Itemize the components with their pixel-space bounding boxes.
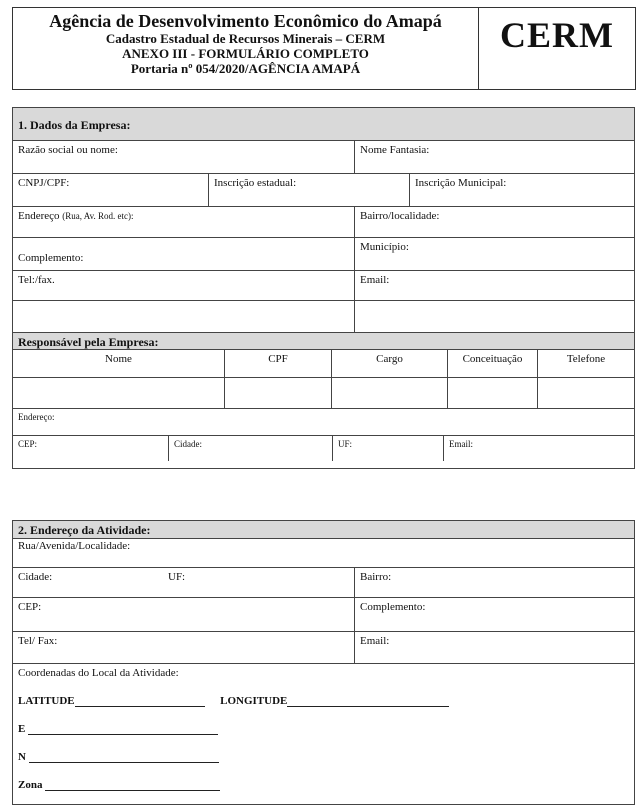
- col-conceituacao: Conceituação: [447, 350, 537, 377]
- field-municipio[interactable]: [354, 238, 634, 270]
- row-tel: [13, 271, 634, 301]
- coords-label: Coordenadas do Local da Atividade:: [18, 667, 179, 679]
- field-cnpj[interactable]: [13, 174, 208, 206]
- field-rua[interactable]: [13, 539, 634, 567]
- cerm-badge-text: CERM: [500, 15, 614, 55]
- row-blank: [13, 301, 634, 333]
- endereco-hint: (Rua, Av. Rod. etc):: [62, 211, 134, 221]
- responsavel-title: Responsável pela Empresa:: [18, 335, 159, 349]
- zona-label: Zona: [18, 779, 43, 791]
- complemento-label: Complemento:: [18, 252, 84, 264]
- resp-header-row: [13, 350, 634, 378]
- field-bairro2[interactable]: [354, 568, 634, 597]
- field-complemento[interactable]: [13, 238, 354, 270]
- section1-title: 1. Dados da Empresa:: [18, 118, 131, 132]
- field-tel[interactable]: [13, 271, 354, 300]
- col-nome: Nome: [105, 353, 132, 365]
- zona-line[interactable]: [45, 781, 220, 791]
- section1-title-row: [13, 108, 634, 141]
- e-label: E: [18, 723, 26, 735]
- field-inscricao-estadual[interactable]: [208, 174, 409, 206]
- row-razao: [13, 141, 634, 174]
- resp-endereco-row: [13, 409, 634, 436]
- section2-title: 2. Endereço da Atividade:: [18, 523, 151, 537]
- input-resp-nome[interactable]: [13, 378, 224, 408]
- field-cidade[interactable]: [13, 568, 354, 597]
- cnpj-label: CNPJ/CPF:: [18, 177, 70, 189]
- responsavel-title-row: [13, 333, 634, 350]
- input-resp-telefone[interactable]: [537, 378, 634, 408]
- cidade-label: Cidade:: [18, 571, 53, 583]
- email2-label: Email:: [360, 635, 390, 647]
- tel2-label: Tel/ Fax:: [18, 635, 58, 647]
- latitude-line[interactable]: [75, 697, 205, 707]
- bairro2-label: Bairro:: [360, 571, 392, 583]
- n-label: N: [18, 751, 26, 763]
- e-line[interactable]: [28, 725, 218, 735]
- field-email2[interactable]: [354, 632, 634, 663]
- field-resp-endereco[interactable]: [13, 409, 634, 435]
- resp-cidade-label: Cidade:: [174, 439, 202, 449]
- row-tel2: [13, 632, 634, 664]
- resp-endereco-label: Endereço:: [18, 412, 55, 422]
- ie-label: Inscrição estadual:: [214, 177, 297, 189]
- section2-title-row: [13, 521, 634, 539]
- field-nome-fantasia[interactable]: [354, 141, 634, 173]
- row-cnpj: [13, 174, 634, 207]
- cep-label: CEP:: [18, 601, 42, 613]
- field-resp-uf[interactable]: [332, 436, 443, 461]
- uf-label: UF:: [168, 571, 186, 583]
- resp-data-row: [13, 378, 634, 409]
- row-cidade: [13, 568, 634, 598]
- input-resp-conceituacao[interactable]: [447, 378, 537, 408]
- field-resp-cidade[interactable]: [168, 436, 332, 461]
- resp-uf-label: UF:: [338, 439, 353, 449]
- tel-label: Tel:/fax.: [18, 274, 55, 286]
- zona-field[interactable]: [18, 779, 220, 791]
- field-email[interactable]: [354, 271, 634, 300]
- registry-name: Cadastro Estadual de Recursos Minerais – CERM: [105, 31, 386, 46]
- bairro-label: Bairro/localidade:: [360, 210, 440, 222]
- row-endereco: [13, 207, 634, 238]
- input-resp-cpf[interactable]: [224, 378, 331, 408]
- n-field[interactable]: [18, 751, 219, 763]
- municipio-label: Município:: [360, 241, 409, 253]
- longitude-label: LONGITUDE: [220, 695, 288, 707]
- fantasia-label: Nome Fantasia:: [360, 144, 430, 156]
- field-blank-right[interactable]: [354, 301, 634, 332]
- section-activity-address: [12, 520, 635, 805]
- im-label: Inscrição Municipal:: [415, 177, 507, 189]
- latitude-field[interactable]: [18, 695, 449, 707]
- razao-label: Razão social ou nome:: [18, 144, 118, 156]
- field-inscricao-municipal[interactable]: [409, 174, 634, 206]
- section-company-data: [12, 107, 635, 469]
- field-cep[interactable]: [13, 598, 354, 631]
- complemento2-label: Complemento:: [360, 601, 426, 613]
- field-complemento2[interactable]: [354, 598, 634, 631]
- field-tel2[interactable]: [13, 632, 354, 663]
- cerm-badge: [479, 8, 635, 89]
- field-razao-social[interactable]: [13, 141, 354, 173]
- field-endereco[interactable]: [13, 207, 354, 237]
- rua-label: Rua/Avenida/Localidade:: [18, 540, 131, 552]
- resp-cep-label: CEP:: [18, 439, 38, 449]
- row-complemento: [13, 238, 634, 271]
- endereco-label: Endereço: [18, 210, 60, 222]
- resp-cep-row: [13, 436, 634, 461]
- resp-email-label: Email:: [449, 439, 473, 449]
- annex-title: ANEXO III - FORMULÁRIO COMPLETO: [122, 46, 369, 61]
- form-header: [12, 7, 636, 90]
- input-resp-cargo[interactable]: [331, 378, 447, 408]
- field-resp-email[interactable]: [443, 436, 634, 461]
- row-cep: [13, 598, 634, 632]
- n-line[interactable]: [29, 753, 219, 763]
- header-titles: [13, 8, 479, 89]
- longitude-line[interactable]: [287, 697, 449, 707]
- col-cpf: CPF: [224, 350, 331, 377]
- col-telefone: Telefone: [537, 350, 634, 377]
- ordinance: Portaria nº 054/2020/AGÊNCIA AMAPÁ: [130, 61, 361, 76]
- email-label: Email:: [360, 274, 390, 286]
- row-coordinates: [13, 664, 634, 804]
- col-cargo: Cargo: [331, 350, 447, 377]
- e-field[interactable]: [18, 723, 218, 735]
- field-resp-cep[interactable]: [13, 436, 168, 461]
- field-bairro[interactable]: [354, 207, 634, 237]
- field-blank-left[interactable]: [13, 301, 354, 332]
- row-rua: [13, 539, 634, 568]
- agency-name: Agência de Desenvolvimento Econômico do Amapá: [49, 11, 442, 31]
- latitude-label: LATITUDE: [18, 695, 75, 707]
